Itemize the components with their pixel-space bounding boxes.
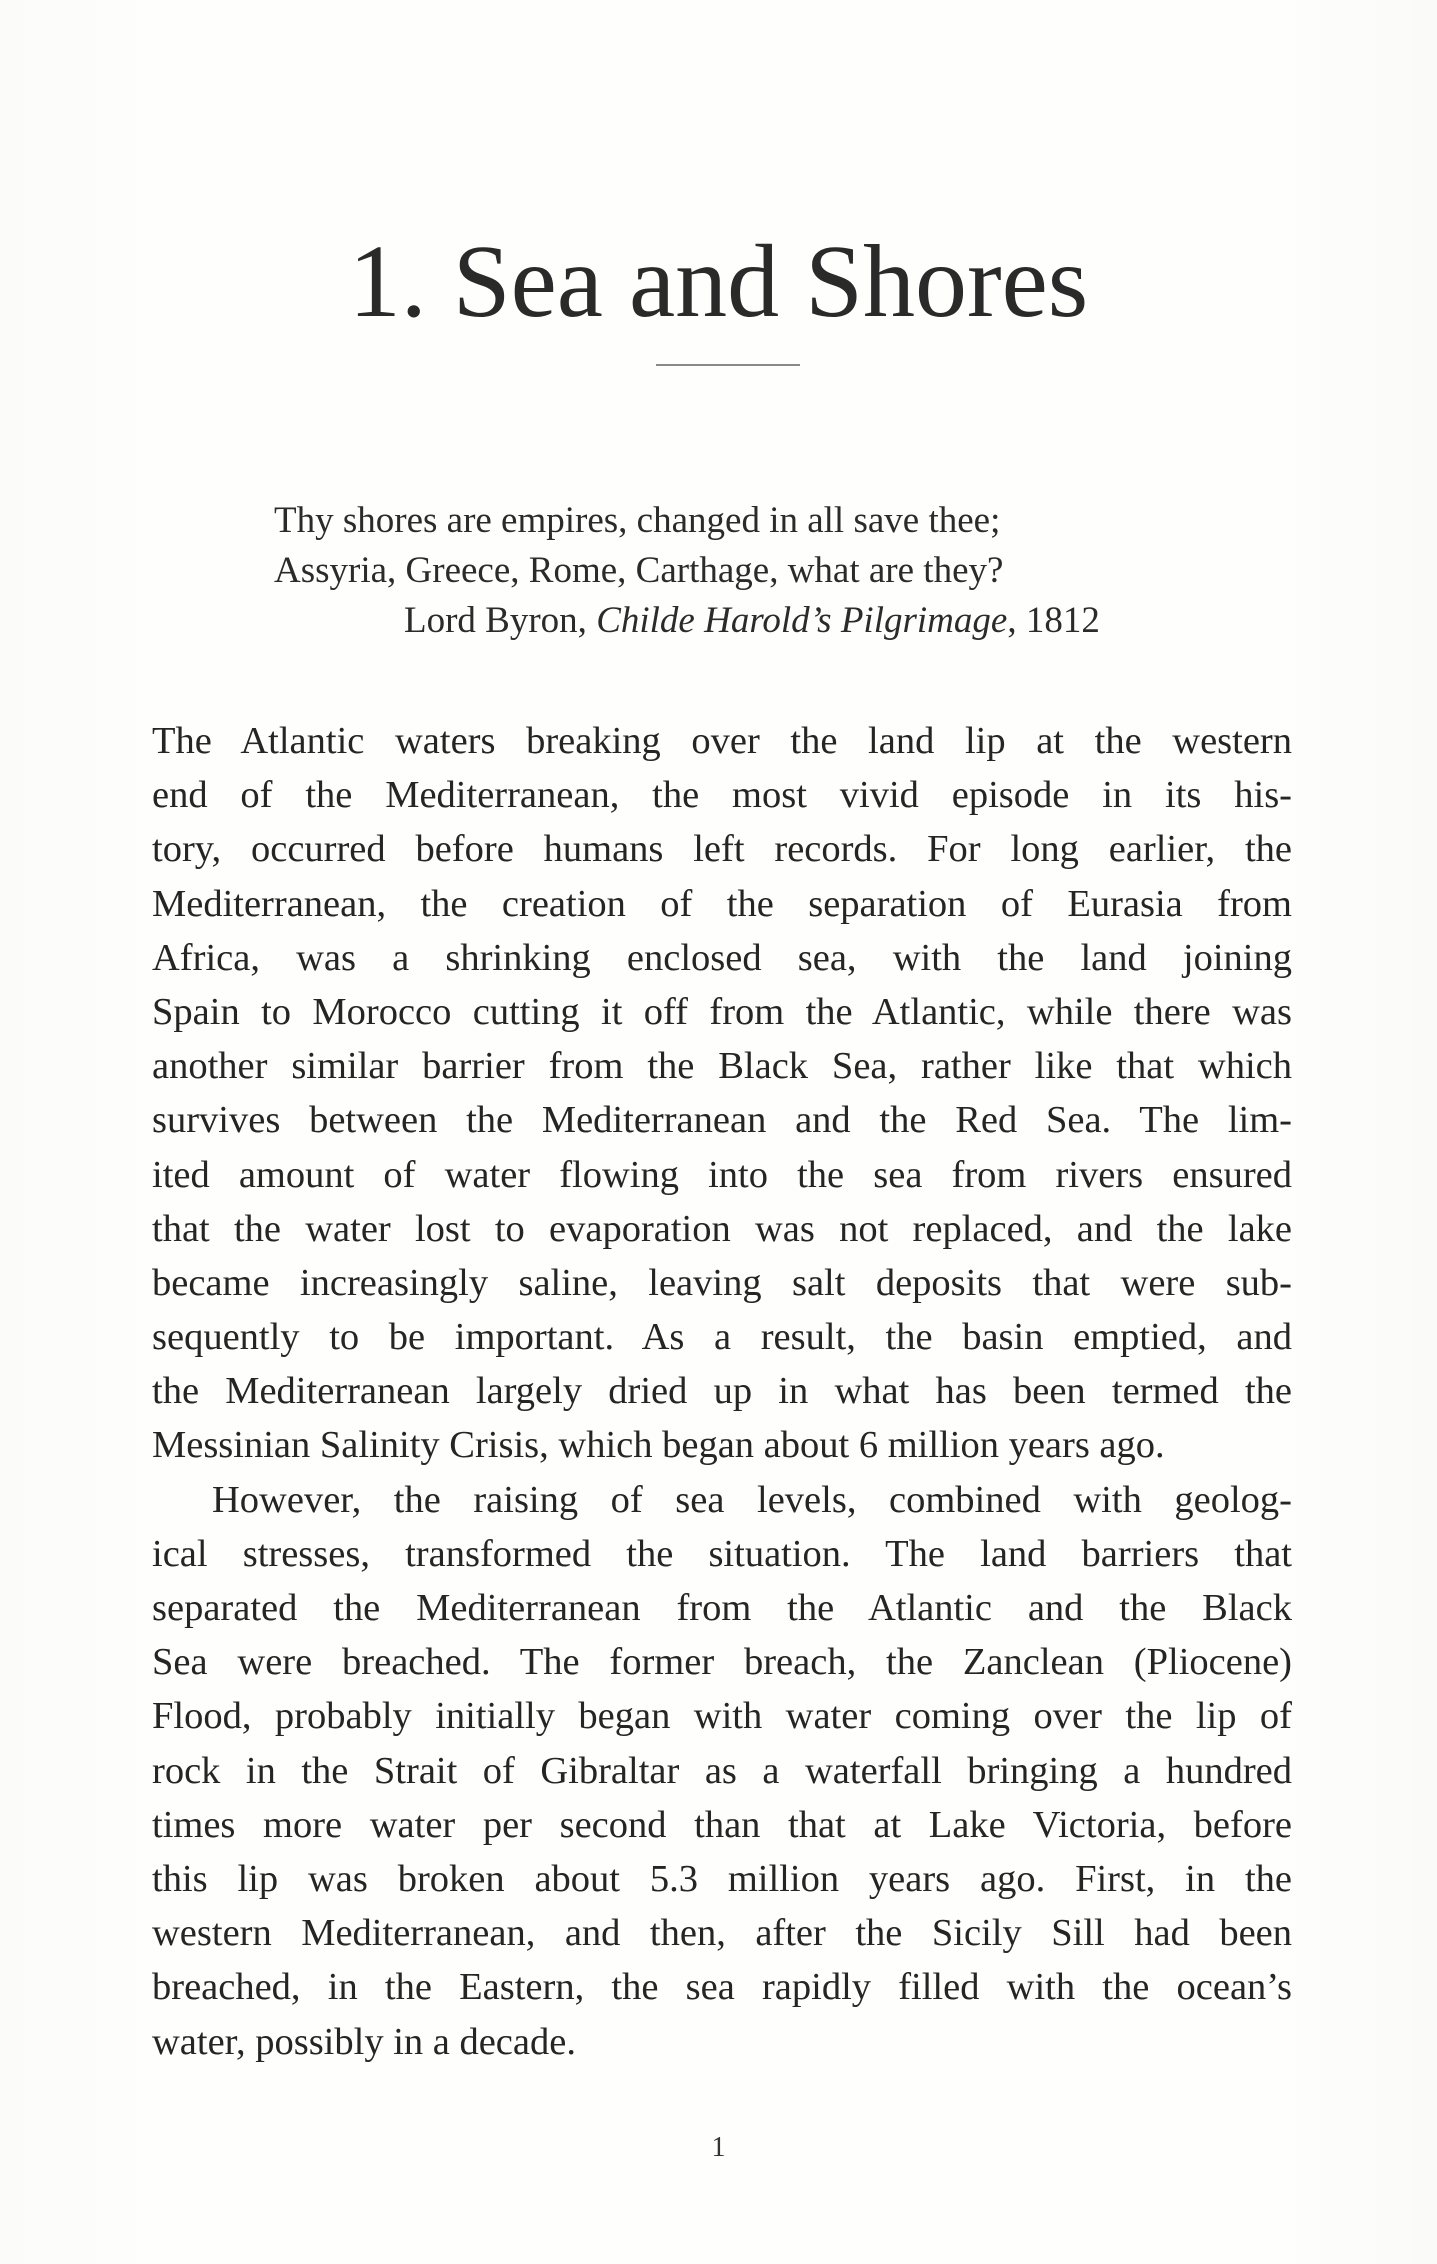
body-text [152,714,1292,2069]
attribution-author: Lord Byron, [404,600,597,641]
page-number: 1 [711,2132,726,2163]
chapter-title: 1. Sea and Shores [348,224,1089,339]
text-line: ical stresses, transformed the situation. The land barriers that [152,1532,1292,1575]
text-line: The Atlantic waters breaking over the land lip at the western [152,720,1292,762]
text-line: another similar barrier from the Black Sea, rather like that which [152,1045,1292,1088]
text-line: survives between the Mediterranean and the Red Sea. The lim- [152,1099,1292,1142]
text-line: Messinian Salinity Crisis, which began about 6 million years ago. [152,1424,1165,1467]
text-line: western Mediterranean, and then, after the Sicily Sill had been [152,1912,1292,1955]
text-line: separated the Mediterranean from the Atlantic and the Black [152,1587,1292,1629]
attribution-work: Childe Harold’s Pilgrimage [596,600,1008,641]
text-line: Mediterranean, the creation of the separation of Eurasia from [152,882,1292,925]
text-line: times more water per second than that at Lake Victoria, before [152,1803,1292,1846]
attribution-year: , 1812 [1007,600,1100,641]
text-line: the Mediterranean largely dried up in what has been termed the [152,1370,1292,1413]
text-line: breached, in the Eastern, the sea rapidly filled with the ocean’s [152,1966,1292,2009]
epigraph-attribution [274,596,1174,646]
text-line: Africa, was a shrinking enclosed sea, with the land joining [152,936,1292,979]
epigraph [274,496,1174,646]
text-line: Spain to Morocco cutting it off from the Atlantic, while there was [152,990,1292,1033]
text-line: However, the raising of sea levels, combined with geolog- [212,1478,1292,1521]
body-paragraph [152,1473,1292,2069]
text-line: rock in the Strait of Gibraltar as a waterfall bringing a hundred [152,1749,1292,1792]
title-divider [656,364,800,366]
text-line: became increasingly saline, leaving salt deposits that were sub- [152,1261,1292,1304]
body-paragraph [152,714,1292,1473]
text-line: ited amount of water flowing into the sea from rivers ensured [152,1153,1292,1196]
text-line: end of the Mediterranean, the most vivid episode in its his- [152,774,1292,817]
text-line: Flood, probably initially began with water coming over the lip of [152,1695,1292,1738]
text-line: that the water lost to evaporation was not replaced, and the lake [152,1207,1292,1250]
text-line: water, possibly in a decade. [152,2020,576,2063]
text-line: tory, occurred before humans left records. For long earlier, the [152,828,1292,871]
text-line: this lip was broken about 5.3 million years ago. First, in the [152,1857,1292,1900]
text-line: sequently to be important. As a result, the basin emptied, and [152,1316,1292,1359]
text-line: Sea were breached. The former breach, the Zanclean (Pliocene) [152,1641,1292,1684]
epigraph-line: Thy shores are empires, changed in all save thee; [274,500,1001,541]
epigraph-line: Assyria, Greece, Rome, Carthage, what are they? [274,550,1004,591]
